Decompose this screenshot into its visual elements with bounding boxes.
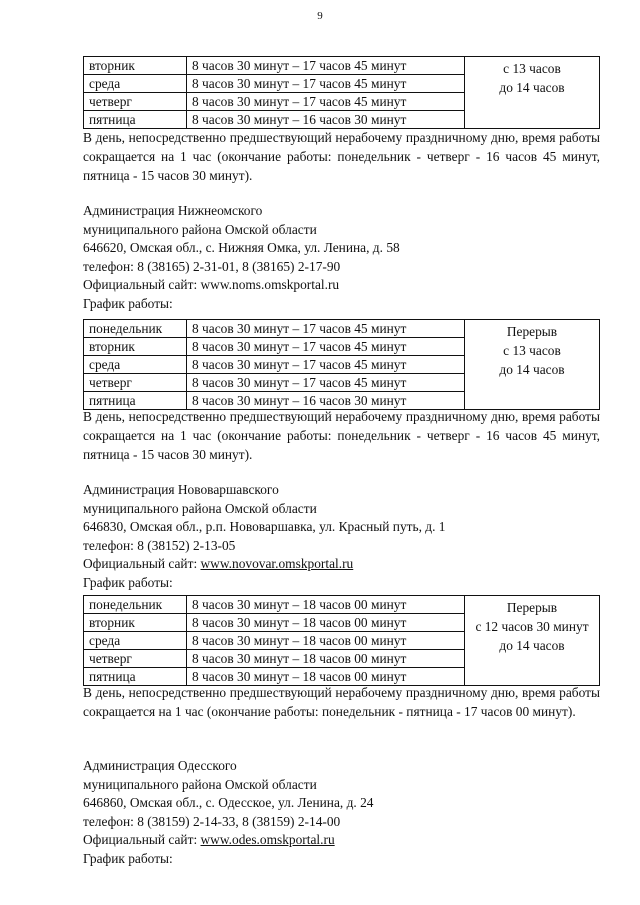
day-cell: пятница	[84, 111, 187, 129]
time-cell: 8 часов 30 минут – 18 часов 00 минут	[187, 668, 465, 686]
admin-phone: телефон: 8 (38159) 2-14-33, 8 (38159) 2-14-00	[83, 813, 341, 829]
site-label: Официальный сайт:	[83, 556, 201, 571]
day-cell: понедельник	[84, 320, 187, 338]
schedule-label: График работы:	[83, 574, 173, 590]
time-cell: 8 часов 30 минут – 18 часов 00 минут	[187, 632, 465, 650]
admin-site	[83, 276, 600, 295]
day-cell: вторник	[84, 614, 187, 632]
site-label: Официальный сайт:	[83, 832, 201, 847]
table-row	[84, 320, 600, 338]
admin-district: муниципального района Омской области	[83, 221, 317, 237]
admin-address: 646860, Омская обл., с. Одесское, ул. Ленина, д. 24	[83, 795, 374, 810]
admin-novovarshavsky	[83, 481, 600, 592]
break-cell	[465, 320, 600, 410]
day-cell: вторник	[84, 338, 187, 356]
shortened-day-note: В день, непосредственно предшествующий нерабочему праздничному дню, время работы сокращается на 1 час (окончание работы: понедельник - четверг - 16 часов 45 минут, пятница - 15 часов 30 минут).	[83, 409, 600, 462]
time-cell: 8 часов 30 минут – 18 часов 00 минут	[187, 650, 465, 668]
day-cell: вторник	[84, 57, 187, 75]
day-cell: среда	[84, 75, 187, 93]
day-cell: четверг	[84, 93, 187, 111]
site-link[interactable]: www.odes.omskportal.ru	[200, 832, 335, 847]
site-label: Официальный сайт:	[83, 277, 201, 292]
admin-name: Администрация Нововаршавского	[83, 482, 279, 497]
day-cell: среда	[84, 356, 187, 374]
admin-address: 646620, Омская обл., с. Нижняя Омка, ул. Ленина, д. 58	[83, 240, 400, 255]
break-line: Перерыв	[506, 324, 558, 339]
admin-site	[83, 831, 600, 850]
admin-nizhneomsky	[83, 202, 600, 313]
time-cell: 8 часов 30 минут – 17 часов 45 минут	[187, 57, 465, 75]
time-cell: 8 часов 30 минут – 17 часов 45 минут	[187, 356, 465, 374]
admin-odessky	[83, 757, 600, 868]
day-cell: четверг	[84, 374, 187, 392]
time-cell: 8 часов 30 минут – 17 часов 45 минут	[187, 93, 465, 111]
admin-address: 646830, Омская обл., р.п. Нововаршавка, ул. Красный путь, д. 1	[83, 519, 446, 534]
break-line: с 12 часов 30 минут	[475, 619, 589, 634]
admin-district: муниципального района Омской области	[83, 500, 317, 516]
day-cell: пятница	[84, 668, 187, 686]
time-cell: 8 часов 30 минут – 17 часов 45 минут	[187, 320, 465, 338]
schedule-table-novovarshavsky	[83, 595, 600, 686]
day-cell: понедельник	[84, 596, 187, 614]
admin-district: муниципального района Омской области	[83, 776, 317, 792]
shortened-day-note: В день, непосредственно предшествующий нерабочему праздничному дню, время работы сокращается на 1 час (окончание работы: понедельник - пятница - 17 часов 00 минут).	[83, 685, 600, 719]
break-line: до 14 часов	[499, 80, 565, 95]
time-cell: 8 часов 30 минут – 17 часов 45 минут	[187, 338, 465, 356]
schedule-label: График работы:	[83, 850, 173, 866]
table-row	[84, 596, 600, 614]
break-line: Перерыв	[506, 600, 558, 615]
admin-phone: телефон: 8 (38152) 2-13-05	[83, 537, 236, 553]
admin-phone: телефон: 8 (38165) 2-31-01, 8 (38165) 2-17-90	[83, 258, 341, 274]
site-link[interactable]: www.noms.omskportal.ru	[200, 277, 340, 292]
break-line: с 13 часов	[503, 343, 561, 358]
schedule-label: График работы:	[83, 295, 173, 311]
time-cell: 8 часов 30 минут – 17 часов 45 минут	[187, 374, 465, 392]
break-line: до 14 часов	[499, 362, 565, 377]
time-cell: 8 часов 30 минут – 18 часов 00 минут	[187, 614, 465, 632]
admin-name: Администрация Нижнеомского	[83, 203, 263, 218]
page-number: 9	[317, 10, 323, 22]
time-cell: 8 часов 30 минут – 18 часов 00 минут	[187, 596, 465, 614]
time-cell: 8 часов 30 минут – 16 часов 30 минут	[187, 392, 465, 410]
shortened-day-note: В день, непосредственно предшествующий нерабочему праздничному дню, время работы сокращается на 1 час (окончание работы: понедельник - четверг - 16 часов 45 минут, пятница - 15 часов 30 минут).	[83, 130, 600, 183]
schedule-table-nizhneomsky	[83, 319, 600, 410]
time-cell: 8 часов 30 минут – 17 часов 45 минут	[187, 75, 465, 93]
admin-site	[83, 555, 600, 574]
day-cell: четверг	[84, 650, 187, 668]
admin-name: Администрация Одесского	[83, 758, 237, 773]
break-line: до 14 часов	[499, 638, 565, 653]
break-line: с 13 часов	[503, 61, 561, 76]
schedule-table-continued	[83, 56, 600, 129]
time-cell: 8 часов 30 минут – 16 часов 30 минут	[187, 111, 465, 129]
break-cell	[465, 596, 600, 686]
day-cell: среда	[84, 632, 187, 650]
day-cell: пятница	[84, 392, 187, 410]
table-row	[84, 57, 600, 75]
site-link[interactable]: www.novovar.omskportal.ru	[200, 556, 354, 571]
break-cell	[465, 57, 600, 129]
